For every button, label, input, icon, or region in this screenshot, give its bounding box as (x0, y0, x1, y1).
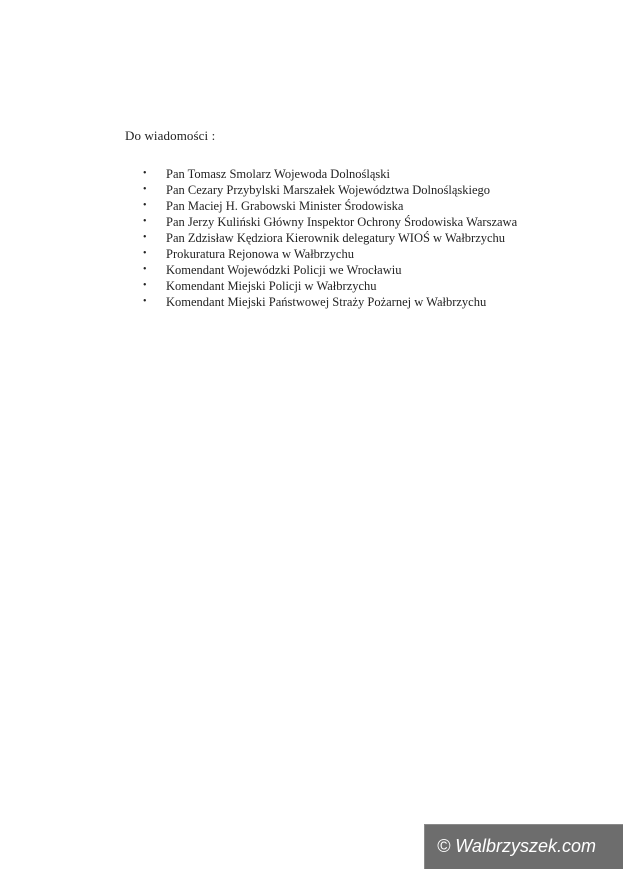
watermark-text: © Walbrzyszek.com (437, 836, 596, 856)
bullet-icon: • (143, 264, 147, 275)
recipient-text: Pan Cezary Przybylski Marszałek Województwa Dolnośląskiego (166, 183, 491, 197)
bullet-icon: • (143, 296, 147, 307)
bullet-icon: • (143, 216, 147, 227)
recipient-text: Pan Jerzy Kuliński Główny Inspektor Ochrony Środowiska Warszawa (166, 215, 518, 229)
recipient-text: Prokuratura Rejonowa w Wałbrzychu (166, 247, 354, 261)
watermark-badge (424, 824, 623, 869)
bullet-icon: • (143, 248, 147, 259)
recipient-text: Komendant Wojewódzki Policji we Wrocławiu (166, 263, 402, 277)
bullet-icon: • (143, 232, 147, 243)
recipient-text: Pan Zdzisław Kędziora Kierownik delegatury WIOŚ w Wałbrzychu (166, 231, 506, 245)
bullet-icon: • (143, 280, 147, 291)
recipient-text: Pan Maciej H. Grabowski Minister Środowiska (166, 199, 404, 213)
bullet-icon: • (143, 200, 147, 211)
recipient-text: Komendant Miejski Państwowej Straży Pożarnej w Wałbrzychu (166, 295, 487, 309)
recipient-text: Komendant Miejski Policji w Wałbrzychu (166, 279, 377, 293)
recipients-heading: Do wiadomości : (125, 128, 216, 143)
bullet-icon: • (143, 168, 147, 179)
bullet-icon: • (143, 184, 147, 195)
recipient-text: Pan Tomasz Smolarz Wojewoda Dolnośląski (166, 167, 391, 181)
